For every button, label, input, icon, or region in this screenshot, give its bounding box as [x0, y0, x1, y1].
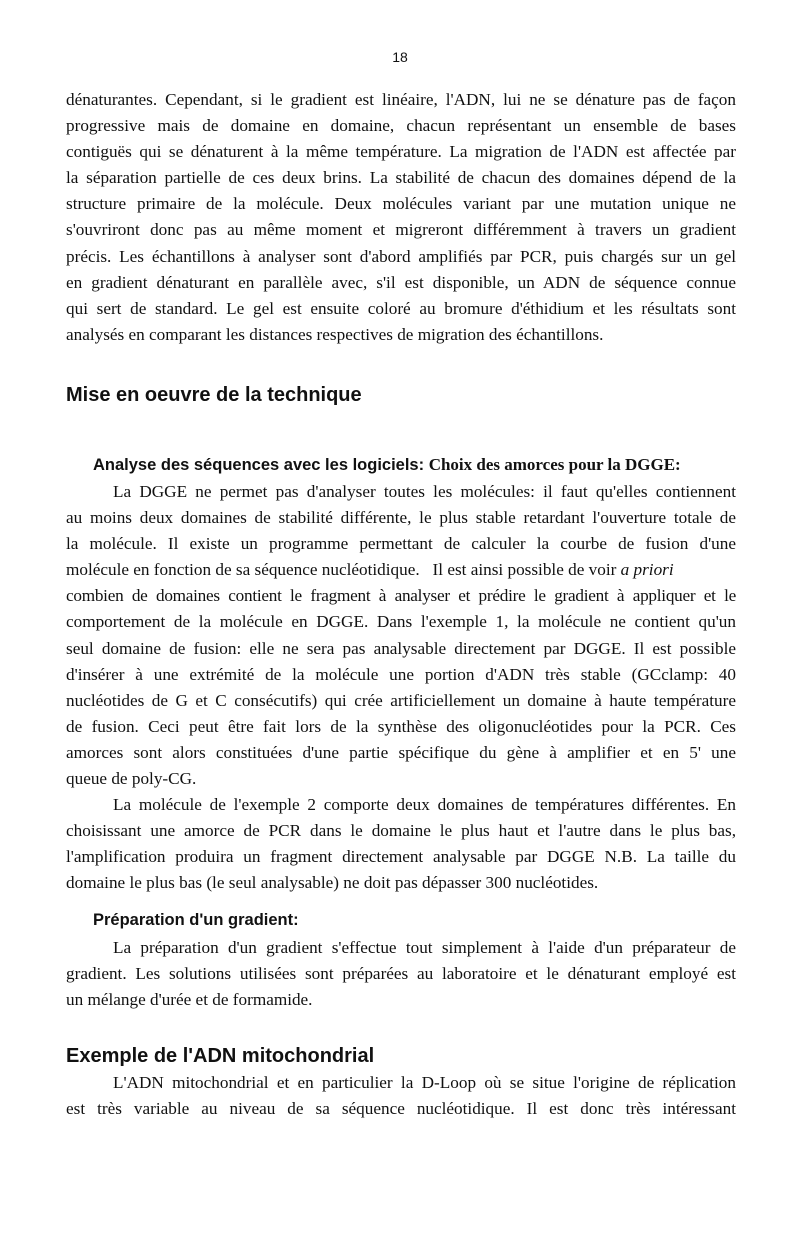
paragraph-dgge-choice: [66, 479, 736, 897]
text-line: l'amplification produira un fragment directement analysable par DGGE N.B. La taille du: [66, 847, 736, 867]
text-line: en gradient dénaturant en parallèle avec, s'il est disponible, un ADN de séquence connue: [66, 272, 736, 292]
intro-paragraph: [66, 87, 736, 348]
subsection-heading: [93, 455, 681, 475]
italic-term: a priori: [620, 560, 674, 580]
text-line: queue de poly-CG.: [66, 769, 197, 789]
text-line: nucléotides de G et C consécutifs) qui crée artificiellement un domaine à haute température: [66, 690, 736, 710]
text-line: comportement de la molécule en DGGE. Dans l'exemple 1, la molécule ne contient qu'un: [66, 612, 736, 632]
text-line: seul domaine de fusion: elle ne sera pas analysable directement par DGGE. Il est possible: [66, 638, 736, 658]
text-line: analysés en comparant les distances respectives de migration des échantillons.: [66, 324, 604, 344]
text-line: domaine le plus bas (le seul analysable) ne doit pas dépasser 300 nucléotides.: [66, 873, 599, 893]
paragraph-mitochondrial: [66, 1070, 736, 1122]
text-line: La DGGE ne permet pas d'analyser toutes les molécules: il faut qu'elles contiennent: [113, 482, 736, 501]
text-span: molécule en fonction de sa séquence nucléotidique. Il est ainsi possible de voir: [66, 560, 621, 580]
page-number: 18: [392, 49, 408, 65]
subsection-heading: Préparation d'un gradient:: [93, 911, 299, 929]
text-line: La molécule de l'exemple 2 comporte deux domaines de températures différentes. En: [113, 795, 736, 815]
paragraph-gradient: [66, 935, 736, 1013]
text-line: la séparation partielle de ces deux brins. La stabilité de chacun des domaines dépend de la: [66, 168, 736, 188]
text-line: amorces sont alors constituées d'une partie spécifique du gène à amplifier et en 5' une: [66, 742, 736, 762]
text-line: progressive mais de domaine en domaine, chacun représentant un ensemble de bases: [66, 116, 736, 136]
subsection-title-serif: Choix des amorces pour la DGGE:: [428, 455, 681, 474]
text-line: de fusion. Ceci peut être fait lors de la synthèse des oligonucléotides pour la PCR. Ces: [66, 716, 736, 736]
text-line: choisissant une amorce de PCR dans le domaine le plus haut et l'autre dans le plus bas,: [66, 821, 736, 841]
text-line: dénaturantes. Cependant, si le gradient est linéaire, l'ADN, lui ne se dénature pas de façon: [66, 90, 736, 109]
text-line: s'ouvriront donc pas au même moment et migreront différemment à travers un gradient: [66, 220, 736, 240]
text-line: [66, 557, 736, 583]
text-line: La préparation d'un gradient s'effectue tout simplement à l'aide d'un préparateur de: [113, 938, 736, 957]
text-line: au moins deux domaines de stabilité différente, le plus stable retardant l'ouverture totale de: [66, 508, 736, 528]
text-line: combien de domaines contient le fragment à analyser et prédire le gradient à appliquer et le: [66, 586, 736, 606]
text-line: un mélange d'urée et de formamide.: [66, 990, 313, 1010]
text-line: gradient. Les solutions utilisées sont préparées au laboratoire et le dénaturant employé est: [66, 964, 736, 984]
text-line: structure primaire de la molécule. Deux molécules variant par une mutation unique ne: [66, 194, 736, 214]
section-heading: Exemple de l'ADN mitochondrial: [66, 1045, 375, 1067]
text-line: d'insérer à une extrémité de la molécule une portion d'ADN très stable (GCclamp: 40: [66, 664, 736, 684]
text-line: précis. Les échantillons à analyser sont d'abord amplifiés par PCR, puis chargés sur un gel: [66, 246, 736, 266]
text-line: la molécule. Il existe un programme permettant de calculer la courbe de fusion d'une: [66, 534, 736, 554]
text-line: qui sert de standard. Le gel est ensuite coloré au bromure d'éthidium et les résultats sont: [66, 298, 736, 318]
text-line: L'ADN mitochondrial et en particulier la D-Loop où se situe l'origine de réplication: [113, 1073, 736, 1092]
text-line: contiguës qui se dénaturent à la même température. La migration de l'ADN est affectée par: [66, 142, 736, 162]
text-line: est très variable au niveau de sa séquence nucléotidique. Il est donc très intéressant: [66, 1099, 736, 1119]
section-heading: Mise en oeuvre de la technique: [66, 384, 362, 406]
subsection-title-sans: Analyse des séquences avec les logiciels:: [93, 456, 425, 474]
